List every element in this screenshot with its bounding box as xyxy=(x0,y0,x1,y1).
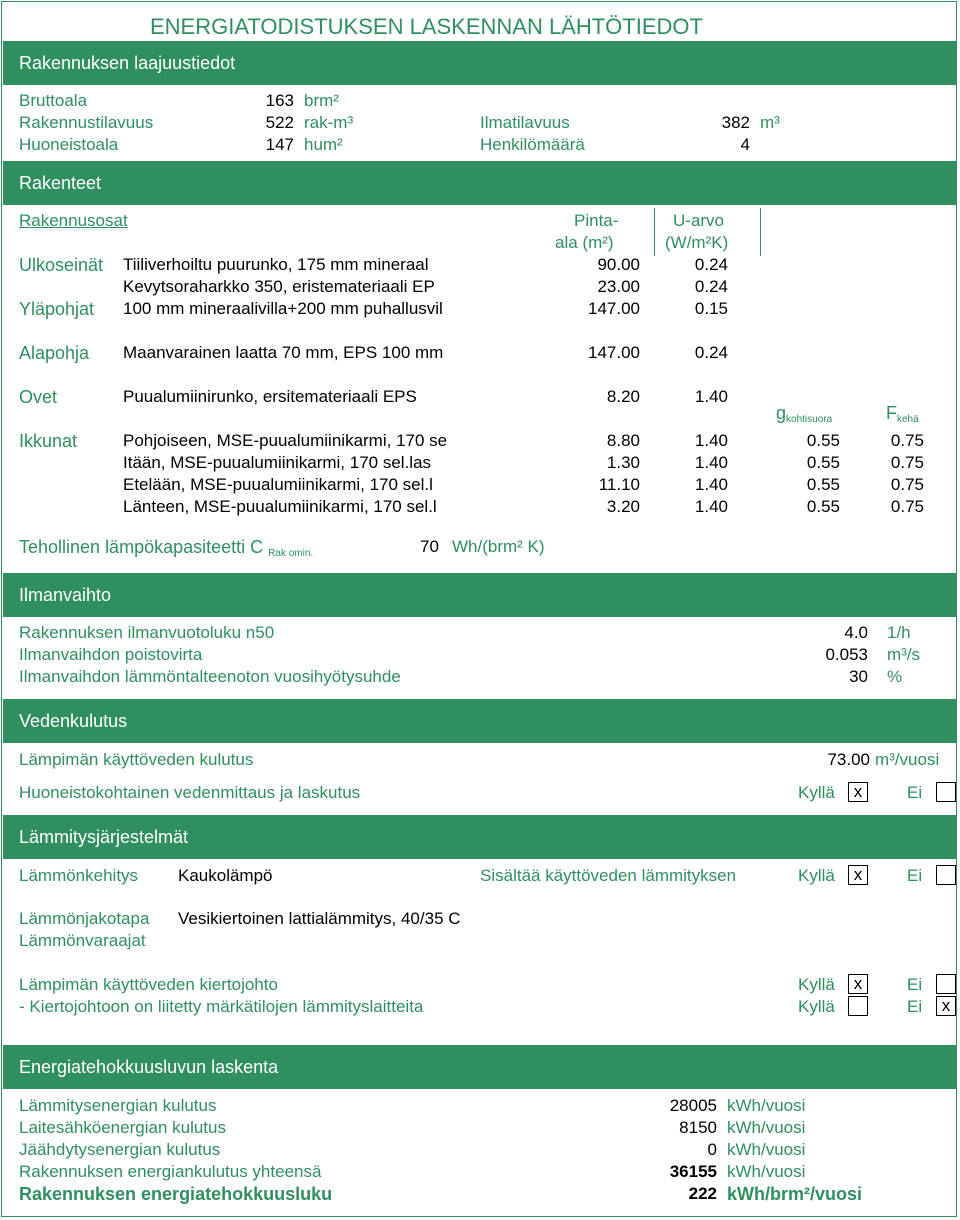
structure-area: 1.30 xyxy=(606,453,640,472)
section-header-energia: Energiatehokkuusluvun laskenta xyxy=(3,1045,957,1089)
vedenmittaus-label: Huoneistokohtainen vedenmittaus ja laskutus xyxy=(19,783,361,802)
window-f-value: 0.75 xyxy=(890,431,924,450)
page-title: ENERGIATODISTUKSEN LASKENNAN LÄHTÖTIEDOT xyxy=(150,14,703,39)
huoneistoala-unit: hum² xyxy=(304,135,343,154)
col-pinta-line2: ala (m²) xyxy=(555,233,614,252)
ilmatilavuus-unit: m³ xyxy=(760,113,780,132)
section-header-laajuus: Rakennuksen laajuustiedot xyxy=(3,41,957,85)
huoneistoala-label: Huoneistoala xyxy=(19,135,119,154)
energy-label: Lämmitysenergian kulutus xyxy=(19,1096,217,1115)
lammonkehitys-value: Kaukolämpö xyxy=(178,866,273,885)
structure-u-value: 0.24 xyxy=(694,255,728,274)
heat-capacity-unit: Wh/(brm² K) xyxy=(452,537,545,556)
heat-capacity-value: 70 xyxy=(420,537,439,556)
window-g-value: 0.55 xyxy=(806,431,840,450)
markatilat-kylla-checkbox[interactable] xyxy=(848,996,868,1016)
ventilation-unit: m³/s xyxy=(887,645,921,664)
kayttovesi-lammitys-label: Sisältää käyttöveden lämmityksen xyxy=(480,866,737,885)
lammonkehitys-label: Lämmönkehitys xyxy=(19,866,139,885)
column-divider xyxy=(654,208,655,256)
section-header-vedenkulutus: Vedenkulutus xyxy=(3,699,957,743)
structure-description: Pohjoiseen, MSE-puualumiinikarmi, 170 se xyxy=(123,431,448,450)
structure-u-value: 0.24 xyxy=(694,343,728,362)
kayttovesi-lammitys-kylla-checkbox[interactable]: x xyxy=(848,865,868,885)
energy-value: 222 xyxy=(688,1184,717,1203)
energy-unit: kWh/vuosi xyxy=(727,1140,806,1159)
rakennustilavuus-unit: rak-m³ xyxy=(304,113,354,132)
lammonvaraajat-label: Lämmönvaraajat xyxy=(19,931,146,950)
huoneistoala-value: 147 xyxy=(265,135,294,154)
structure-area: 90.00 xyxy=(597,255,640,274)
heat-capacity-subscript: Rak omin. xyxy=(268,548,314,559)
heat-capacity-text: Tehollinen lämpökapasiteetti C xyxy=(19,537,264,557)
col-u-line1: U-arvo xyxy=(673,211,725,230)
structure-description: Tiiliverhoiltu puurunko, 175 mm mineraal xyxy=(123,255,429,274)
structure-description: Kevytsoraharkko 350, eristemateriaali EP xyxy=(123,277,435,296)
structure-u-value: 0.15 xyxy=(694,299,728,318)
structure-u-value: 1.40 xyxy=(694,387,728,406)
energy-value: 8150 xyxy=(679,1118,717,1137)
rakennustilavuus-value: 522 xyxy=(265,113,294,132)
bruttoala-unit: brm² xyxy=(304,91,339,110)
kiertojohto-ei-label: Ei xyxy=(907,975,923,994)
energy-label: Rakennuksen energiankulutus yhteensä xyxy=(19,1162,322,1181)
henkilomaara-value: 4 xyxy=(740,135,750,154)
structure-u-value: 0.24 xyxy=(694,277,728,296)
energy-value: 28005 xyxy=(669,1096,717,1115)
ventilation-value: 30 xyxy=(849,667,868,686)
col-g-subscript: kohtisuora xyxy=(786,414,833,425)
henkilomaara-label: Henkilömäärä xyxy=(480,135,585,154)
lammonjakotapa-label: Lämmönjakotapa xyxy=(19,909,150,928)
markatilat-ei-label: Ei xyxy=(907,997,923,1016)
window-f-value: 0.75 xyxy=(890,475,924,494)
lammonjakotapa-value: Vesikiertoinen lattialämmitys, 40/35 C xyxy=(178,909,461,928)
structure-area: 3.20 xyxy=(606,497,640,516)
structure-category: Ikkunat xyxy=(19,431,78,451)
ilmatilavuus-label: Ilmatilavuus xyxy=(480,113,570,132)
col-u-line2: (W/m²K) xyxy=(665,233,729,252)
structure-u-value: 1.40 xyxy=(694,475,728,494)
ventilation-label: Ilmanvaihdon lämmöntalteenoton vuosihyötysuhde xyxy=(19,667,401,686)
structure-area: 8.80 xyxy=(606,431,640,450)
structure-description: 100 mm mineraalivilla+200 mm puhallusvil xyxy=(123,299,443,318)
window-g-value: 0.55 xyxy=(806,475,840,494)
vedenmittaus-kylla-label: Kyllä xyxy=(798,783,835,802)
structure-description: Itään, MSE-puualumiinikarmi, 170 sel.las xyxy=(123,453,432,472)
energy-unit: kWh/vuosi xyxy=(727,1096,806,1115)
vedenmittaus-ei-label: Ei xyxy=(907,783,923,802)
structure-u-value: 1.40 xyxy=(694,453,728,472)
col-f-subscript: kehä xyxy=(897,414,919,425)
bruttoala-label: Bruttoala xyxy=(19,91,88,110)
section-header-lammitys: Lämmitysjärjestelmät xyxy=(3,815,957,859)
col-f-symbol: F xyxy=(886,403,897,423)
energy-label: Jäähdytysenergian kulutus xyxy=(19,1140,221,1159)
kiertojohto-label: Lämpimän käyttöveden kiertojohto xyxy=(19,975,278,994)
ventilation-value: 0.053 xyxy=(825,645,868,664)
window-f-value: 0.75 xyxy=(890,497,924,516)
heat-capacity-label xyxy=(19,536,313,565)
window-g-value: 0.55 xyxy=(806,497,840,516)
ventilation-label: Rakennuksen ilmanvuotoluku n50 xyxy=(19,623,275,642)
markatilat-ei-checkbox[interactable]: x xyxy=(936,996,956,1016)
bruttoala-value: 163 xyxy=(265,91,294,110)
lkv-kulutus-value: 73.00 xyxy=(827,750,870,769)
markatilat-label: - Kiertojohtoon on liitetty märkätilojen lämmityslaitteita xyxy=(19,997,424,1016)
window-f-value: 0.75 xyxy=(890,453,924,472)
column-divider xyxy=(760,208,761,256)
col-g-symbol: g xyxy=(776,403,787,423)
energy-label: Laitesähköenergian kulutus xyxy=(19,1118,226,1137)
kayttovesi-lammitys-kylla-label: Kyllä xyxy=(798,866,835,885)
kiertojohto-ei-checkbox[interactable] xyxy=(936,974,956,994)
energy-unit: kWh/vuosi xyxy=(727,1118,806,1137)
col-pinta-line1: Pinta- xyxy=(574,211,619,230)
col-rakennusosat: Rakennusosat xyxy=(19,211,128,230)
energy-value: 36155 xyxy=(669,1162,717,1181)
energy-unit: kWh/vuosi xyxy=(727,1162,806,1181)
structure-u-value: 1.40 xyxy=(694,497,728,516)
structure-u-value: 1.40 xyxy=(694,431,728,450)
structure-category: Yläpohjat xyxy=(19,299,95,319)
kayttovesi-lammitys-ei-label: Ei xyxy=(907,866,923,885)
structure-category: Alapohja xyxy=(19,343,90,363)
rakennustilavuus-label: Rakennustilavuus xyxy=(19,113,154,132)
structure-description: Etelään, MSE-puualumiinikarmi, 170 sel.l xyxy=(123,475,433,494)
structure-category: Ovet xyxy=(19,387,58,407)
ventilation-unit: 1/h xyxy=(887,623,911,642)
structure-area: 147.00 xyxy=(588,299,640,318)
lkv-kulutus-label: Lämpimän käyttöveden kulutus xyxy=(19,750,254,769)
energy-value: 0 xyxy=(707,1140,717,1159)
structure-area: 11.10 xyxy=(598,475,640,494)
window-g-value: 0.55 xyxy=(806,453,840,472)
energy-unit: kWh/brm²/vuosi xyxy=(727,1184,863,1204)
ventilation-label: Ilmanvaihdon poistovirta xyxy=(19,645,203,664)
structure-description: Puualumiinirunko, ersitemateriaali EPS xyxy=(123,387,417,406)
kiertojohto-kylla-checkbox[interactable]: x xyxy=(848,974,868,994)
structure-description: Maanvarainen laatta 70 mm, EPS 100 mm xyxy=(123,343,444,362)
vedenmittaus-kylla-checkbox[interactable]: x xyxy=(848,782,868,802)
energy-label: Rakennuksen energiatehokkuusluku xyxy=(19,1184,333,1204)
col-f-keha xyxy=(886,402,919,431)
structure-area: 147.00 xyxy=(588,343,640,362)
structure-area: 23.00 xyxy=(597,277,640,296)
section-header-ilmanvaihto: Ilmanvaihto xyxy=(3,573,957,617)
section-header-rakenteet: Rakenteet xyxy=(3,161,957,205)
structure-category: Ulkoseinät xyxy=(19,255,104,275)
ventilation-value: 4.0 xyxy=(844,623,868,642)
kiertojohto-kylla-label: Kyllä xyxy=(798,975,835,994)
markatilat-kylla-label: Kyllä xyxy=(798,997,835,1016)
col-g-kohtisuora xyxy=(776,402,832,431)
structure-description: Länteen, MSE-puualumiinikarmi, 170 sel.l xyxy=(123,497,437,516)
lkv-kulutus-unit: m³/vuosi xyxy=(875,750,940,769)
structure-area: 8.20 xyxy=(606,387,640,406)
vedenmittaus-ei-checkbox[interactable] xyxy=(936,782,956,802)
kayttovesi-lammitys-ei-checkbox[interactable] xyxy=(936,865,956,885)
ilmatilavuus-value: 382 xyxy=(721,113,750,132)
ventilation-unit: % xyxy=(887,667,903,686)
